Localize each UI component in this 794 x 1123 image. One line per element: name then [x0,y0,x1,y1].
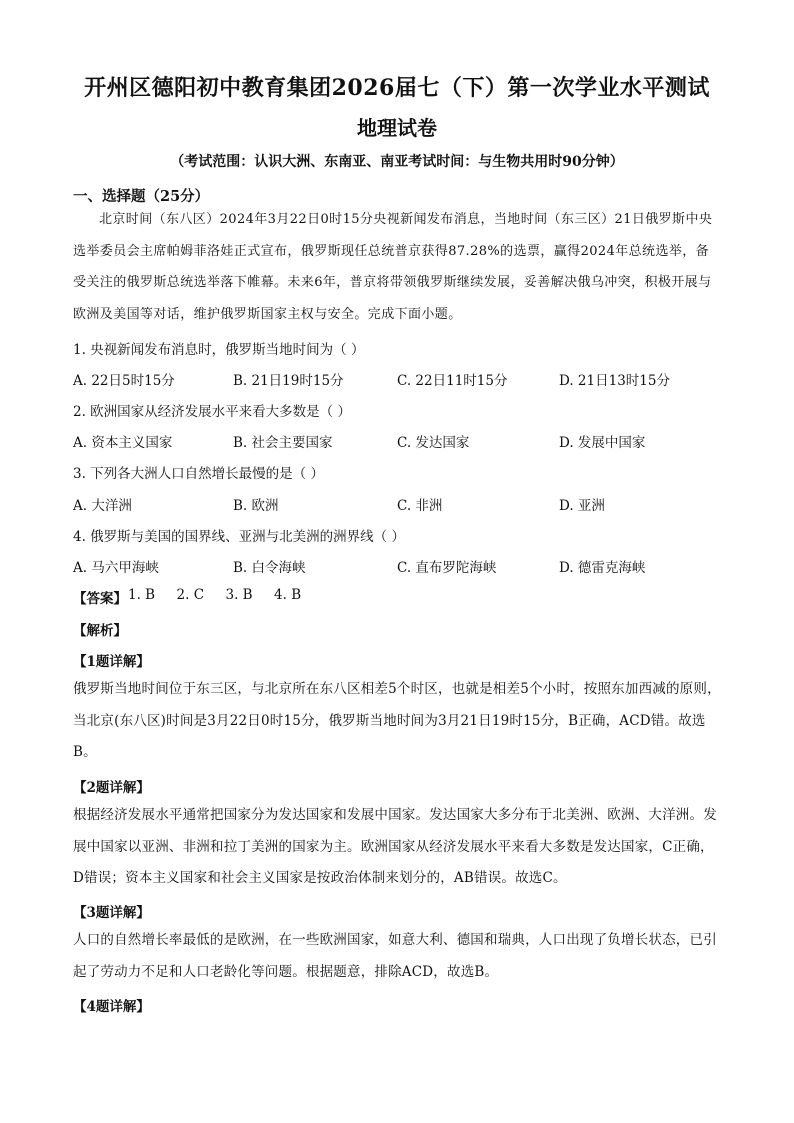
option-d: D. 德雷克海峡 [559,560,646,576]
question-3: 3. 下列各大洲人口自然增长最慢的是（ ） [73,466,324,482]
option-d: D. 亚洲 [559,498,605,514]
exam-title: 开州区德阳初中教育集团2026届七（下）第一次学业水平测试 [84,75,710,101]
option-b: B. 欧洲 [233,498,279,514]
question-4: 4. 俄罗斯与美国的国界线、亚洲与北美洲的洲界线（ ） [73,529,405,545]
detail-1-text: 俄罗斯当地时间位于东三区，与北京所在东八区相差5个时区，也就是相差5个小时，按照东加西减的原则，当北京(东八区)时间是3月22日0时15分，俄罗斯当地时间为3月21日19时15分，B正确，ACD错。故选B。 [73,681,721,760]
detail-3-text: 人口的自然增长率最低的是欧洲，在一些欧洲国家，如意大利、德国和瑞典，人口出现了负增长状态，已引起了劳动力不足和人口老龄化等问题。根据题意，排除ACD，故选B。 [73,932,717,980]
option-b: B. 21日19时15分 [233,373,344,389]
detail-2-label: 【2题详解】 [73,780,150,796]
exam-scope: （考试范围：认识大洲、东南亚、南亚考试时间：与生物共用时90分钟） [170,154,624,170]
option-a: A. 马六甲海峡 [73,560,159,576]
option-b: B. 白令海峡 [233,560,306,576]
option-b: B. 社会主要国家 [233,435,333,451]
reading-passage: 北京时间（东八区）2024年3月22日0时15分央视新闻发布消息，当地时间（东三区）21日俄罗斯中央选举委员会主席帕姆菲洛娃正式宣布，俄罗斯现任总统普京获得87.28%的选票，赢得2024年总统选举，备受关注的俄罗斯总统选举落下帷幕。未来6年，普京将带领俄罗斯继续发展，妥善解决俄乌冲突，积极开展与欧洲及美国等对话，维护俄罗斯国家主权与安全。完成下面小题。 [73,212,713,322]
answer-list: 1. B 2. C 3. B 4. B [128,587,302,603]
option-a: A. 22日5时15分 [73,373,175,389]
question-1: 1. 央视新闻发布消息时，俄罗斯当地时间为（ ） [73,342,365,358]
option-a: A. 资本主义国家 [73,435,173,451]
question-2: 2. 欧洲国家从经济发展水平来看大多数是（ ） [73,404,351,420]
option-c: C. 直布罗陀海峡 [397,560,497,576]
option-d: D. 21日13时15分 [559,373,670,389]
option-a: A. 大洋洲 [73,498,132,514]
option-c: C. 22日11时15分 [397,373,508,389]
option-c: C. 发达国家 [397,435,470,451]
detail-1-label: 【1题详解】 [73,654,150,670]
answer-label: 【答案】 [73,591,127,607]
exam-subtitle: 地理试卷 [357,116,437,140]
section-heading: 一、选择题（25分） [73,188,210,205]
detail-4-label: 【4题详解】 [73,999,150,1015]
detail-2-text: 根据经济发展水平通常把国家分为发达国家和发展中国家。发达国家大多分布于北美洲、欧洲、大洋洲。发展中国家以亚洲、非洲和拉丁美洲的国家为主。欧洲国家从经济发展水平来看大多数是发达国家，C正确，D错误；资本主义国家和社会主义国家是按政治体制来划分的，AB错误。故选C。 [73,807,717,886]
detail-3-label: 【3题详解】 [73,905,150,921]
option-d: D. 发展中国家 [559,435,646,451]
analysis-label: 【解析】 [73,623,127,639]
option-c: C. 非洲 [397,498,443,514]
